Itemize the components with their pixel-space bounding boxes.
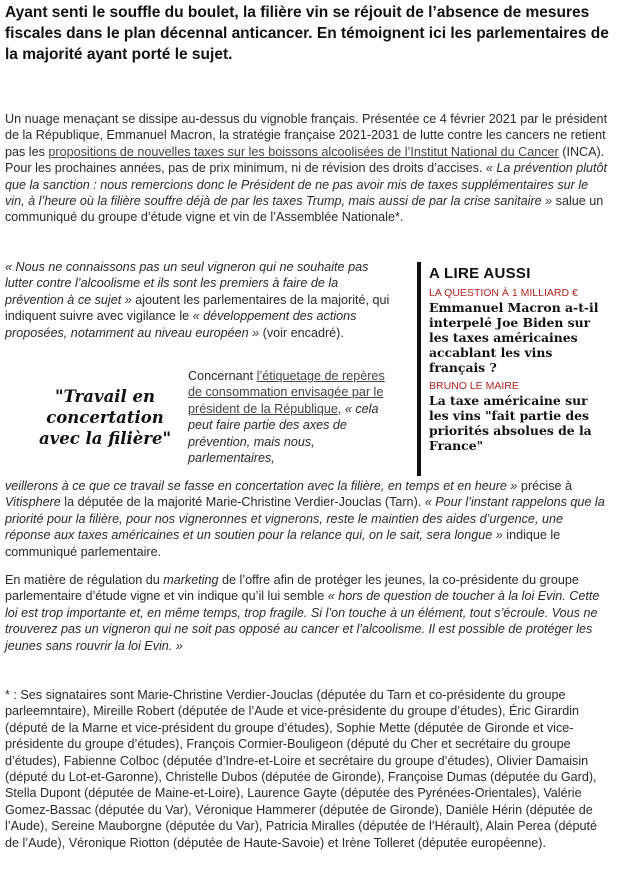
loi-evin-quote: « hors de question de toucher à la loi Evin. Cette loi est trop importante et, en même temps, trop fragile. Si l’on touche à un élément, tout s’écroule. Vous ne trouverez pas un vigneron qui ne soit pas opposé au cancer et l’alcoolisme. Il est possible de protéger les jeunes sans rouvrir la loi Evin. » [5, 589, 600, 653]
labelling-text-e: indique le communiqué parlementaire. [5, 528, 561, 559]
vignerons-text-a: ajoutent les parlementaires de la majorité, qui indiquent suivre avec vigilance le [5, 292, 390, 324]
labelling-text-b: , [337, 401, 345, 416]
pullquote: "Travail en concertation avec la filière" [38, 387, 172, 448]
intro-text-b: (INCA). Pour les prochaines années, pas de prix minimum, ni de révision des droits d’accises. [5, 144, 605, 176]
read-also-title: A LIRE AUSSI [429, 265, 531, 282]
read-also-link-2[interactable]: La taxe américaine sur les vins "fait partie des priorités absolues de la France" [429, 393, 592, 453]
intro-quote: « La prévention plutôt que la sanction : nous remercions donc le Président de ne pas avoir mis de taxes supplémentaires sur le vin, à l’heure où la filière souffre déjà de par les taxes Trump, mais aussi de par la crise sanitaire » [5, 161, 608, 209]
labelling-quote-2: « Pour l’instant rappelons que la priorité pour la filière, pour nos vigneronnes et vignerons, reste le maintien des aides d’urgence, une réponse aux taxes américaines et un soutien pour la relance qui, on le sait, sera longue » [5, 495, 605, 543]
labelling-link[interactable]: l’étiquetage de repères de consommation envisagée par le président de la République [188, 369, 385, 416]
labelling-text-a: Concernant [188, 369, 257, 383]
vignerons-quote-2: « développement des actions proposées, notamment au niveau européen » [5, 309, 357, 340]
read-also-kicker-1: LA QUESTION À 1 MILLIARD € [429, 287, 578, 299]
paragraph-intro [5, 111, 610, 226]
paragraph-labelling-cont [5, 478, 610, 560]
vitisphere-name: Vitisphere [5, 495, 61, 510]
footnote-signatories: * : Ses signataires sont Marie-Christine Verdier-Jouclas (députée du Tarn et co-présidente du groupe parleemntaire), Mireille Robert (députée de l’Aude et vice-présidente du groupe d’études), Éric Girardin (député de la Marne et vice-président du groupe d’études), Sophie Mette (députée de Gironde et vice-présidente du groupe d’études), François Cormier-Bouligeon (député du Cher et secrétaire du groupe d’études), Fabienne Colboc (députée d’Indre-et-Loire et secrétaire du groupe d’études), Olivier Damaisin (député du Lot-et-Garonne), Christelle Dubos (députée de Gironde), Françoise Dumas (députée du Gard), Stella Dupont (députée de Maine-et-Loire), Laurence Gayte (députée des Pyrénées-Orientales), Valérie Gomez-Bassac (députée du Var), Véronique Hammerer (députée de Gironde), Danièle Hérin (députée de l’Aude), Sereine Mauborgne (députée du Var), Patricia Miralles (députée de l’Hérault), Alain Perea (député de l’Aude), Véronique Riotton (députée de Haute-Savoie) et Irène Tolleret (députée européenne). [5, 688, 598, 850]
paragraph-marketing [5, 572, 610, 654]
paragraph-labelling-start [188, 368, 398, 466]
labelling-text-d: la députée de la majorité Marie-Christine Verdier-Jouclas (Tarn). [60, 495, 425, 510]
intro-text-a: Un nuage menaçant se dissipe au-dessus du vignoble français. Présentée ce 4 février 2021 par le président de la République, Emmanuel Macron, la stratégie française 2021-2031 de lutte contre les cancers ne retient pas les [5, 112, 608, 159]
intro-text-c: salue un communiqué du groupe d’étude vigne et vin de l’Assemblée Nationale*. [5, 194, 604, 225]
marketing-word: marketing [163, 573, 219, 587]
vignerons-text-b: (voir encadré). [259, 325, 344, 340]
read-also-kicker-2: BRUNO LE MAIRE [429, 380, 519, 392]
read-also-link-1[interactable]: Emmanuel Macron a-t-il interpelé Joe Biden sur les taxes américaines accablant les vins français ? [429, 300, 599, 375]
labelling-quote-cont: veillerons à ce que ce travail se fasse en concertation avec la filière, en temps et en heure » [5, 479, 518, 493]
vignerons-quote: « Nous ne connaissons pas un seul vigneron qui ne souhaite pas lutter contre l’alcoolisme et ils sont les premiers à faire de la prévention à ce sujet » [5, 260, 369, 307]
labelling-text-c: précise à [517, 479, 573, 493]
labelling-quote-start: « cela peut faire partie des axes de prévention, mais nous, parlementaires, [188, 401, 379, 466]
read-also-box [417, 262, 609, 476]
marketing-text-a: En matière de régulation du [5, 573, 164, 587]
article-lede: Ayant senti le souffle du boulet, la filière vin se réjouit de l’absence de mesures fiscales dans le plan décennal anticancer. En témoignent ici les parlementaires de la majorité ayant porté le sujet. [5, 4, 609, 63]
article [5, 0, 610, 850]
paragraph-vignerons [5, 259, 398, 341]
inca-proposals-link[interactable]: propositions de nouvelles taxes sur les boissons alcoolisées de l’Institut National du Cancer [48, 144, 559, 159]
pullquote-row [5, 368, 398, 478]
marketing-text-b: de l’offre afin de protéger les jeunes, la co-présidente du groupe parlementaire d’étude vigne et vin indique qu’il lui semble [5, 573, 579, 604]
